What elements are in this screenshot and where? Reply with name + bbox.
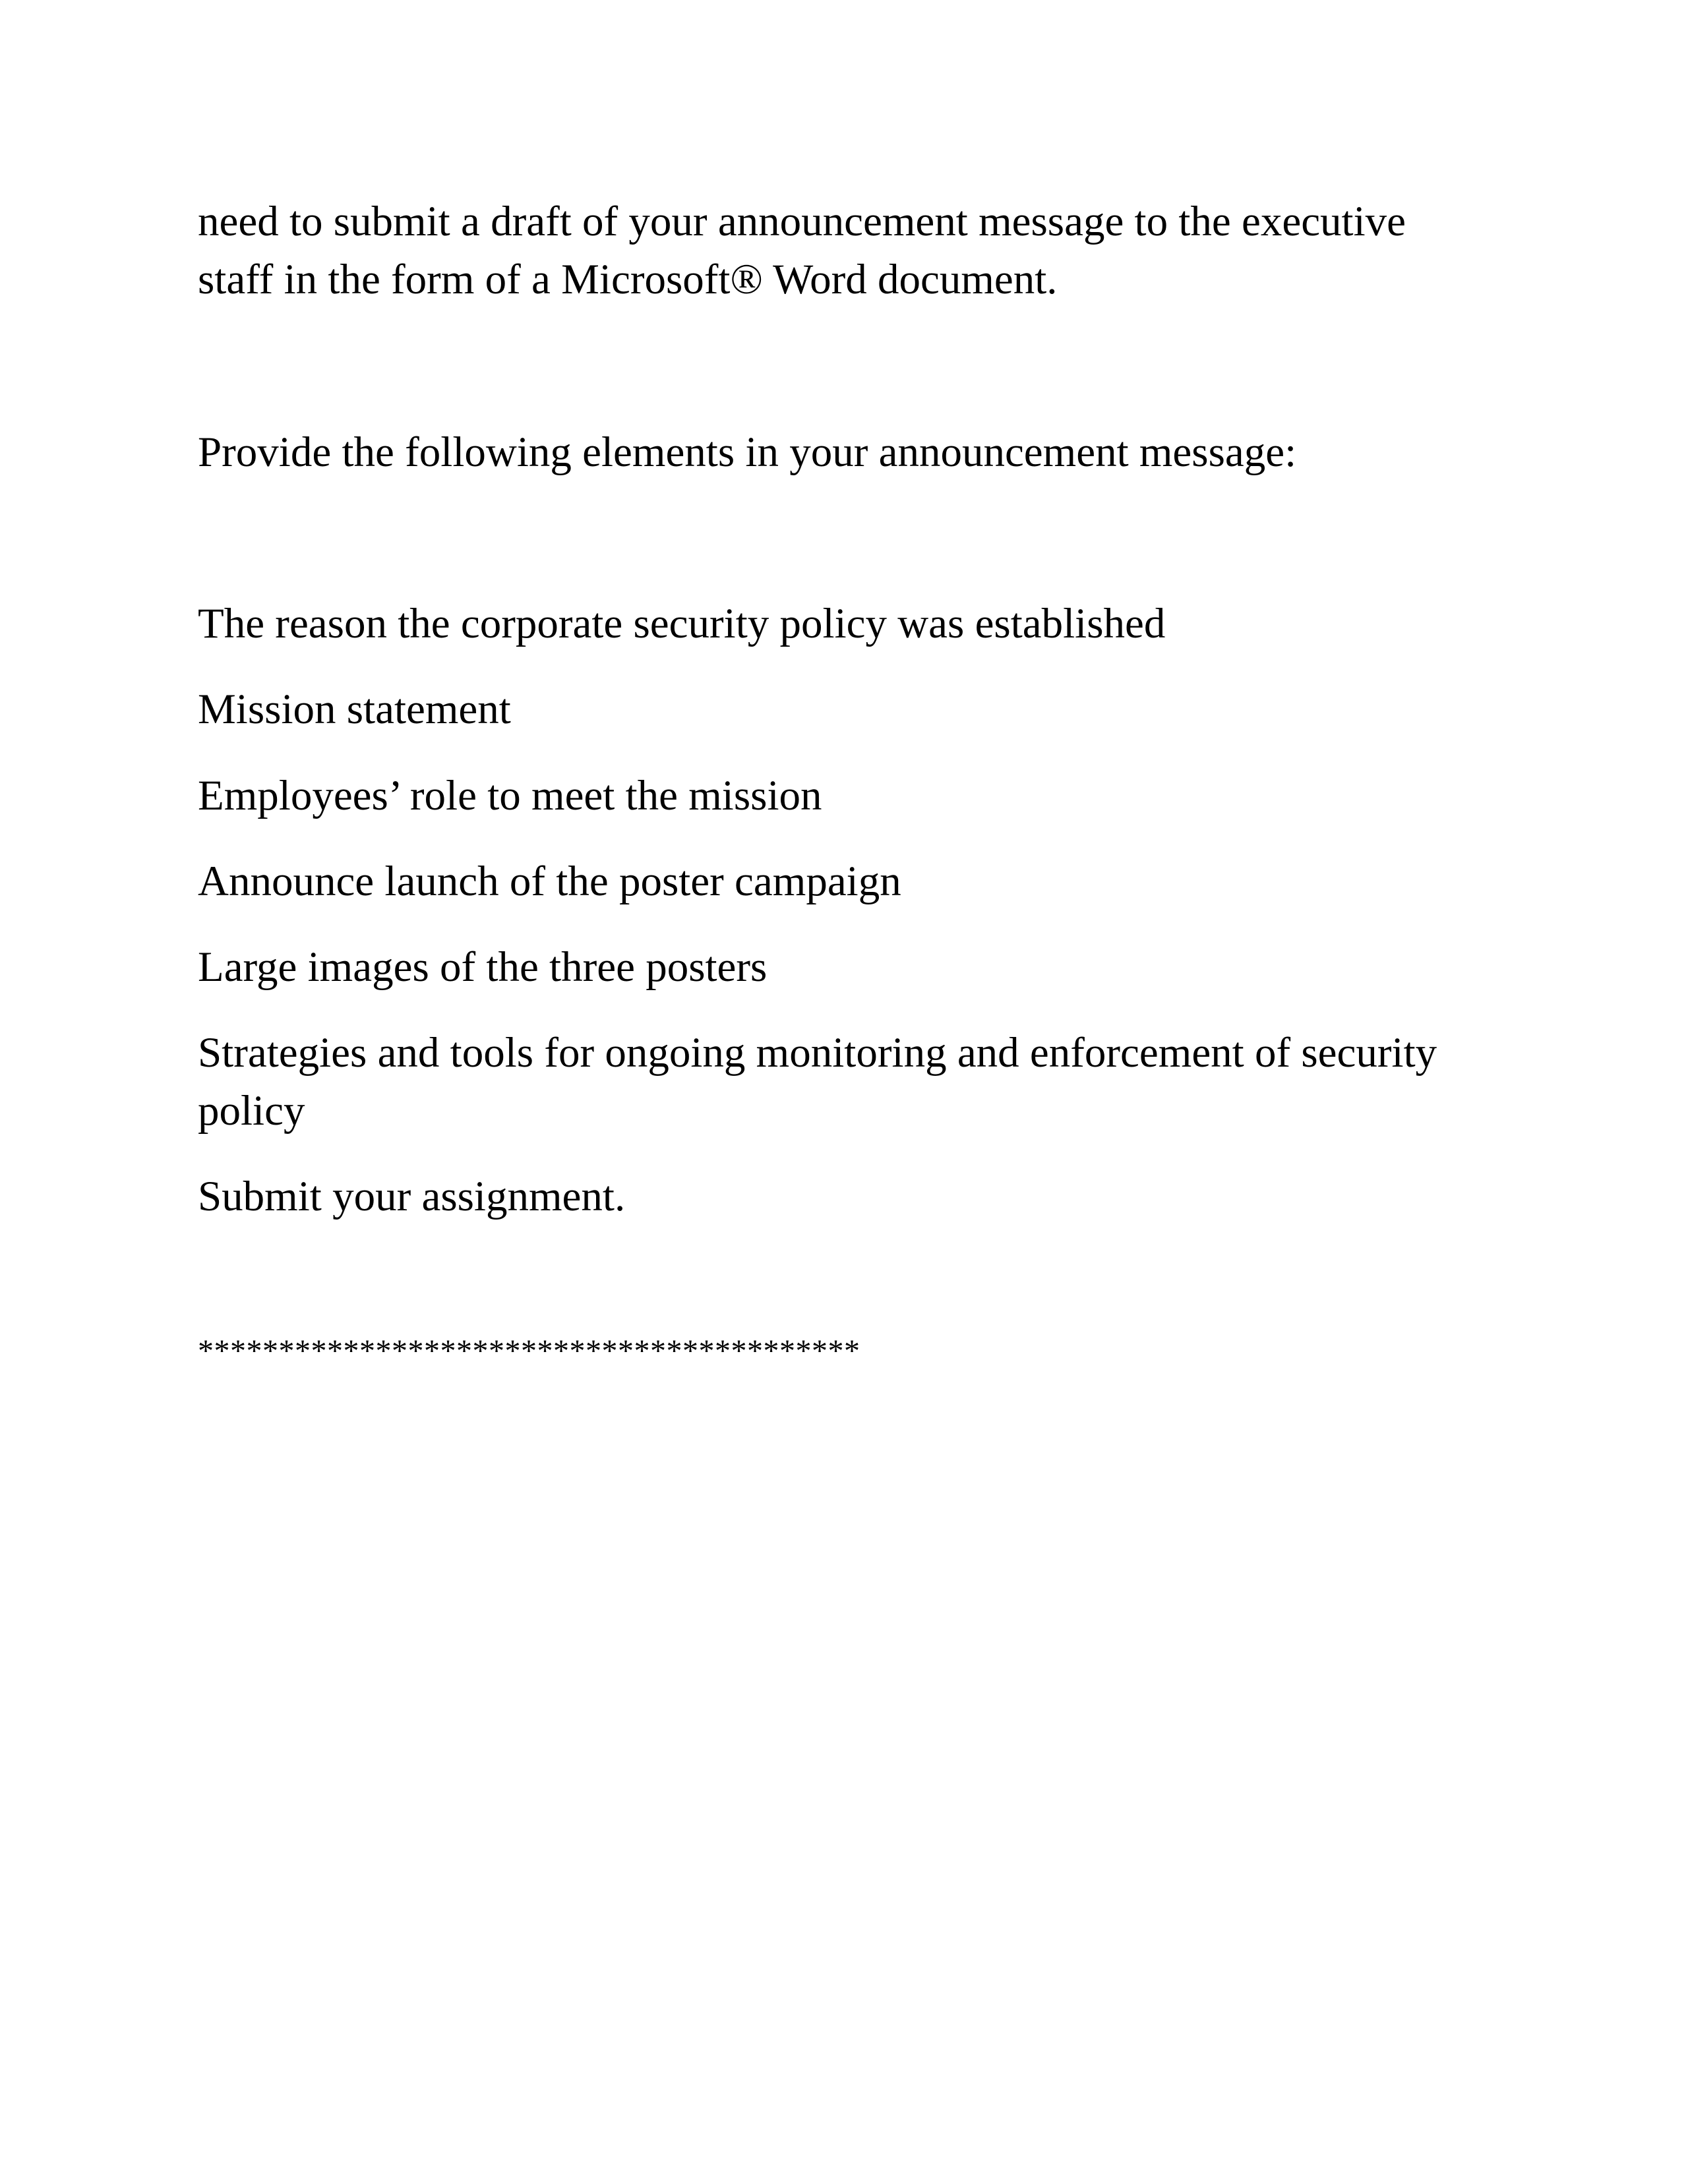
list-item-strategies-line-1: Strategies and tools for ongoing monitoring and enforcement of security	[198, 1029, 1437, 1077]
list-item-poster-images: Large images of the three posters	[198, 943, 768, 991]
elements-intro: Provide the following elements in your announcement message:	[198, 428, 1297, 476]
list-item-strategies-line-2: policy	[198, 1087, 305, 1135]
list-item-poster-campaign: Announce launch of the poster campaign	[198, 858, 901, 905]
paragraph-line-1: need to submit a draft of your announcement message to the executive	[198, 198, 1406, 245]
list-item-submit: Submit your assignment.	[198, 1173, 626, 1220]
list-item-employees-role: Employees’ role to meet the mission	[198, 772, 822, 819]
asterisk-separator: *****************************************	[198, 1334, 860, 1369]
list-item-reason: The reason the corporate security policy was established	[198, 600, 1166, 647]
list-item-mission-statement: Mission statement	[198, 686, 511, 733]
paragraph-line-2: staff in the form of a Microsoft® Word document.	[198, 256, 1058, 303]
